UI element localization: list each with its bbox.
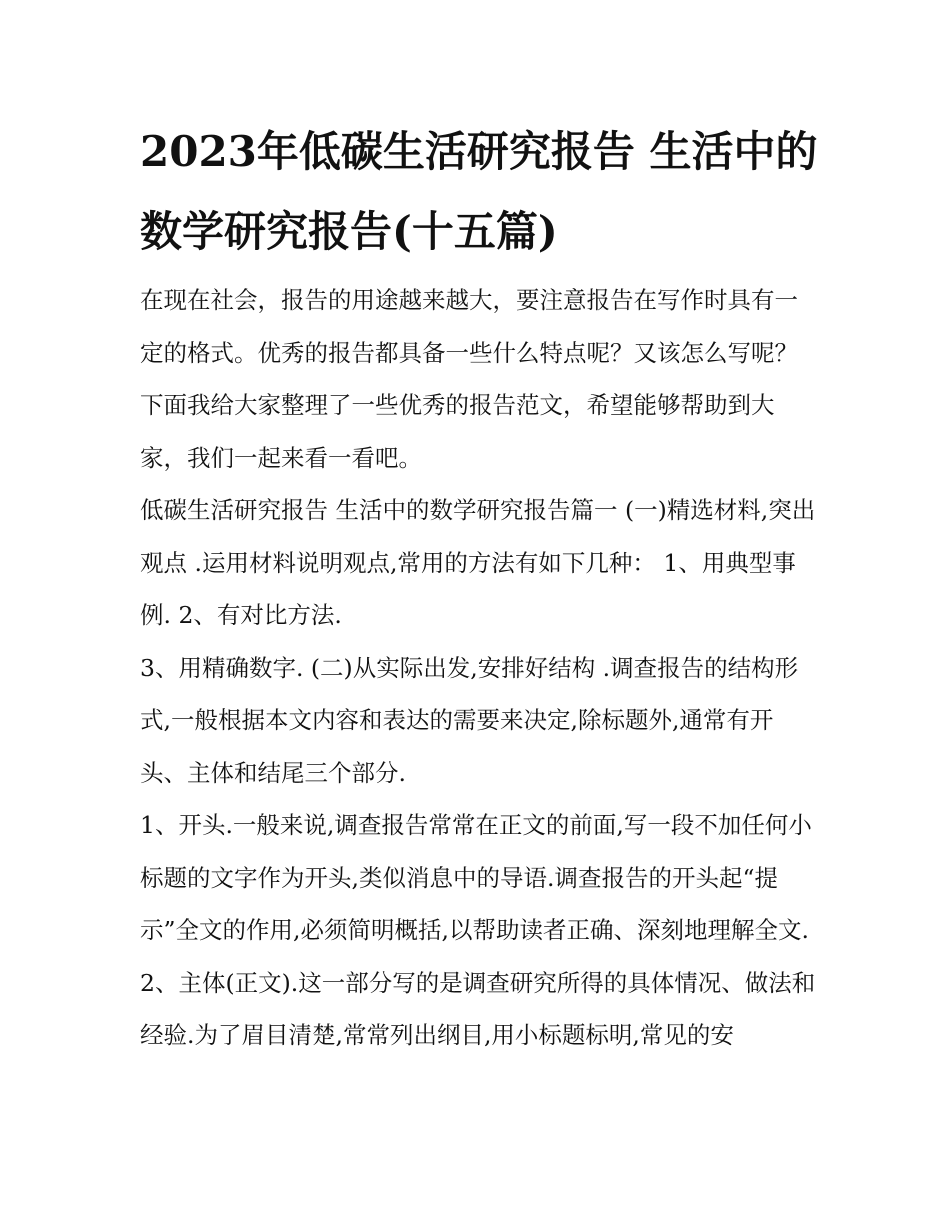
paragraph-opening: 1、开头.一般来说,调查报告常常在正文的前面,写一段不加任何小标题的文字作为开头,类似消息中的导语.调查报告的开头起“提示”全文的作用,必须简明概括,以帮助读者正确、深刻地理解全文. xyxy=(140,811,812,944)
paragraph-structure: 3、用精确数字. (二)从实际出发,安排好结构 .调查报告的结构形式,一般根据本文内容和表达的需要来决定,除标题外,通常有开头、主体和结尾三个部分. xyxy=(140,653,799,787)
paragraph-main-body: 2、主体(正文).这一部分写的是调查研究所得的具体情况、做法和经验.为了眉目清楚,常常列出纲目,用小标题标明,常见的安 xyxy=(140,968,816,1049)
paragraph-section-one: 低碳生活研究报告 生活中的数学研究报告篇一 (一)精选材料,突出观点 .运用材料说明观点,常用的方法有如下几种： 1、用典型事例. 2、有对比方法. xyxy=(140,496,816,629)
document-body xyxy=(140,274,820,1062)
paragraph-intro: 在现在社会，报告的用途越来越大，要注意报告在写作时具有一定的格式。优秀的报告都具备一些什么特点呢？又该怎么写呢？下面我给大家整理了一些优秀的报告范文，希望能够帮助到大家，我们一起来看一看吧。 xyxy=(140,286,798,472)
document-title: 2023年低碳生活研究报告 生活中的数学研究报告(十五篇) xyxy=(140,127,818,256)
